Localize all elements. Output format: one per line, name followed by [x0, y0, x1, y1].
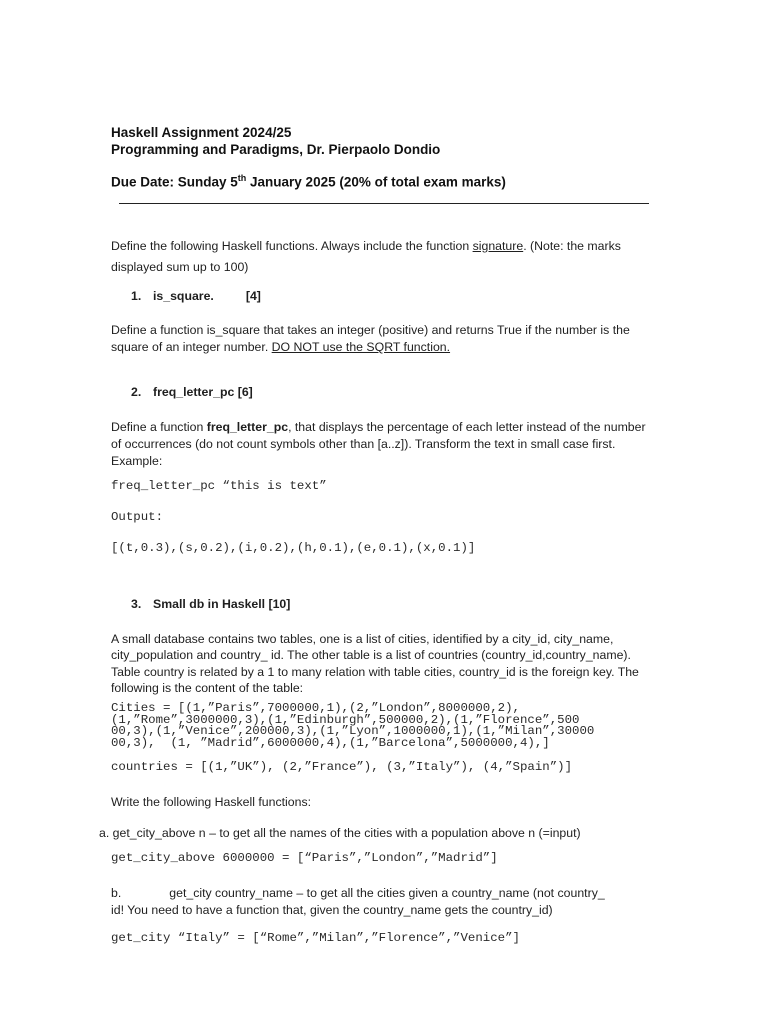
q3-b-label: b.: [111, 886, 122, 900]
q2-heading: [131, 385, 253, 399]
due-date-suffix: January 2025 (20% of total exam marks): [246, 174, 506, 190]
due-date-prefix: Due Date: Sunday 5: [111, 174, 238, 190]
intro-underlined: signature: [472, 239, 524, 253]
q2-title: freq_letter_pc [6]: [153, 385, 253, 399]
q1-marks: [4]: [245, 289, 261, 303]
due-date: [111, 173, 506, 190]
intro-text-before: Define the following Haskell functions. Always include the function: [111, 239, 473, 253]
q1-heading: [131, 289, 261, 303]
q3-b-line1: [111, 885, 671, 902]
q1-paragraph: [111, 322, 657, 356]
q1-title: is_square.: [153, 289, 214, 303]
q3-heading: [131, 597, 290, 611]
course-title: Programming and Paradigms, Dr. Pierpaolo Dondio: [111, 142, 441, 157]
header-divider: [119, 203, 649, 204]
q3-a-text: a. get_city_above n – to get all the names of the cities with a population above n (=input): [99, 826, 581, 840]
q3-a-code: get_city_above 6000000 = [“Paris”,”London”,”Madrid”]: [111, 851, 498, 865]
q3-b-line2: id! You need to have a function that, given the country_name gets the country_id): [111, 903, 553, 917]
q1-number: 1.: [131, 289, 142, 303]
q2-number: 2.: [131, 385, 142, 399]
q2-text-before: Define a function: [111, 420, 207, 434]
q2-paragraph: [111, 419, 657, 470]
q2-text-bold: freq_letter_pc: [206, 420, 289, 434]
intro-text-after: . (Note: the marks displayed sum up to 100): [111, 239, 621, 274]
intro-paragraph: [111, 236, 657, 278]
q1-text-underlined: DO NOT use the SQRT function.: [271, 340, 451, 354]
q3-countries-code: countries = [(1,”UK”), (2,”France”), (3,”Italy”), (4,”Spain”)]: [111, 760, 573, 774]
q3-title: Small db in Haskell [10]: [153, 597, 291, 611]
q2-text-after: , that displays the percentage of each letter instead of the number of occurrences (do not count symbols other than [a..z]). Transform the text in small case first. Example:: [111, 420, 646, 468]
q3-cities-code: Cities = [(1,”Paris”,7000000,1),(2,”London”,8000000,2), (1,”Rome”,3000000,3),(1,”Edinburgh”,500000,2),(1,”Florence”,500 00,3),(1,”Venice”,200000,3),(1,”Lyon”,1000000,1),(1,”Milan”,30000 00,3), (1, ”Madrid”,6000000,4),(1,”Barcelona”,5000000,4),]: [111, 701, 595, 750]
q1-text: Define a function is_square that takes an integer (positive) and returns True if the number is the square of an integer number.: [111, 323, 630, 354]
q3-paragraph: A small database contains two tables, one is a list of cities, identified by a city_id, city_name, city_population and country_ id. The other table is a list of countries (country_id,country_name). Table country is related by a 1 to many relation with table cities, country_id is the foreign key. The following is the content of the table:: [111, 632, 639, 695]
assignment-title: Haskell Assignment 2024/25: [111, 125, 292, 140]
q3-write-label: Write the following Haskell functions:: [111, 795, 312, 809]
due-date-suffix-sup: th: [237, 173, 247, 183]
q2-output-label: Output:: [111, 510, 164, 524]
q2-output-value: [(t,0.3),(s,0.2),(i,0.2),(h,0.1),(e,0.1),(x,0.1)]: [111, 541, 476, 555]
q3-b-code: get_city “Italy” = [“Rome”,”Milan”,”Florence”,”Venice”]: [111, 931, 520, 945]
q2-example-call: freq_letter_pc “this is text”: [111, 479, 327, 493]
q3-b-text: get_city country_name – to get all the cities given a country_name (not country_: [169, 886, 605, 900]
q3-number: 3.: [131, 597, 142, 611]
